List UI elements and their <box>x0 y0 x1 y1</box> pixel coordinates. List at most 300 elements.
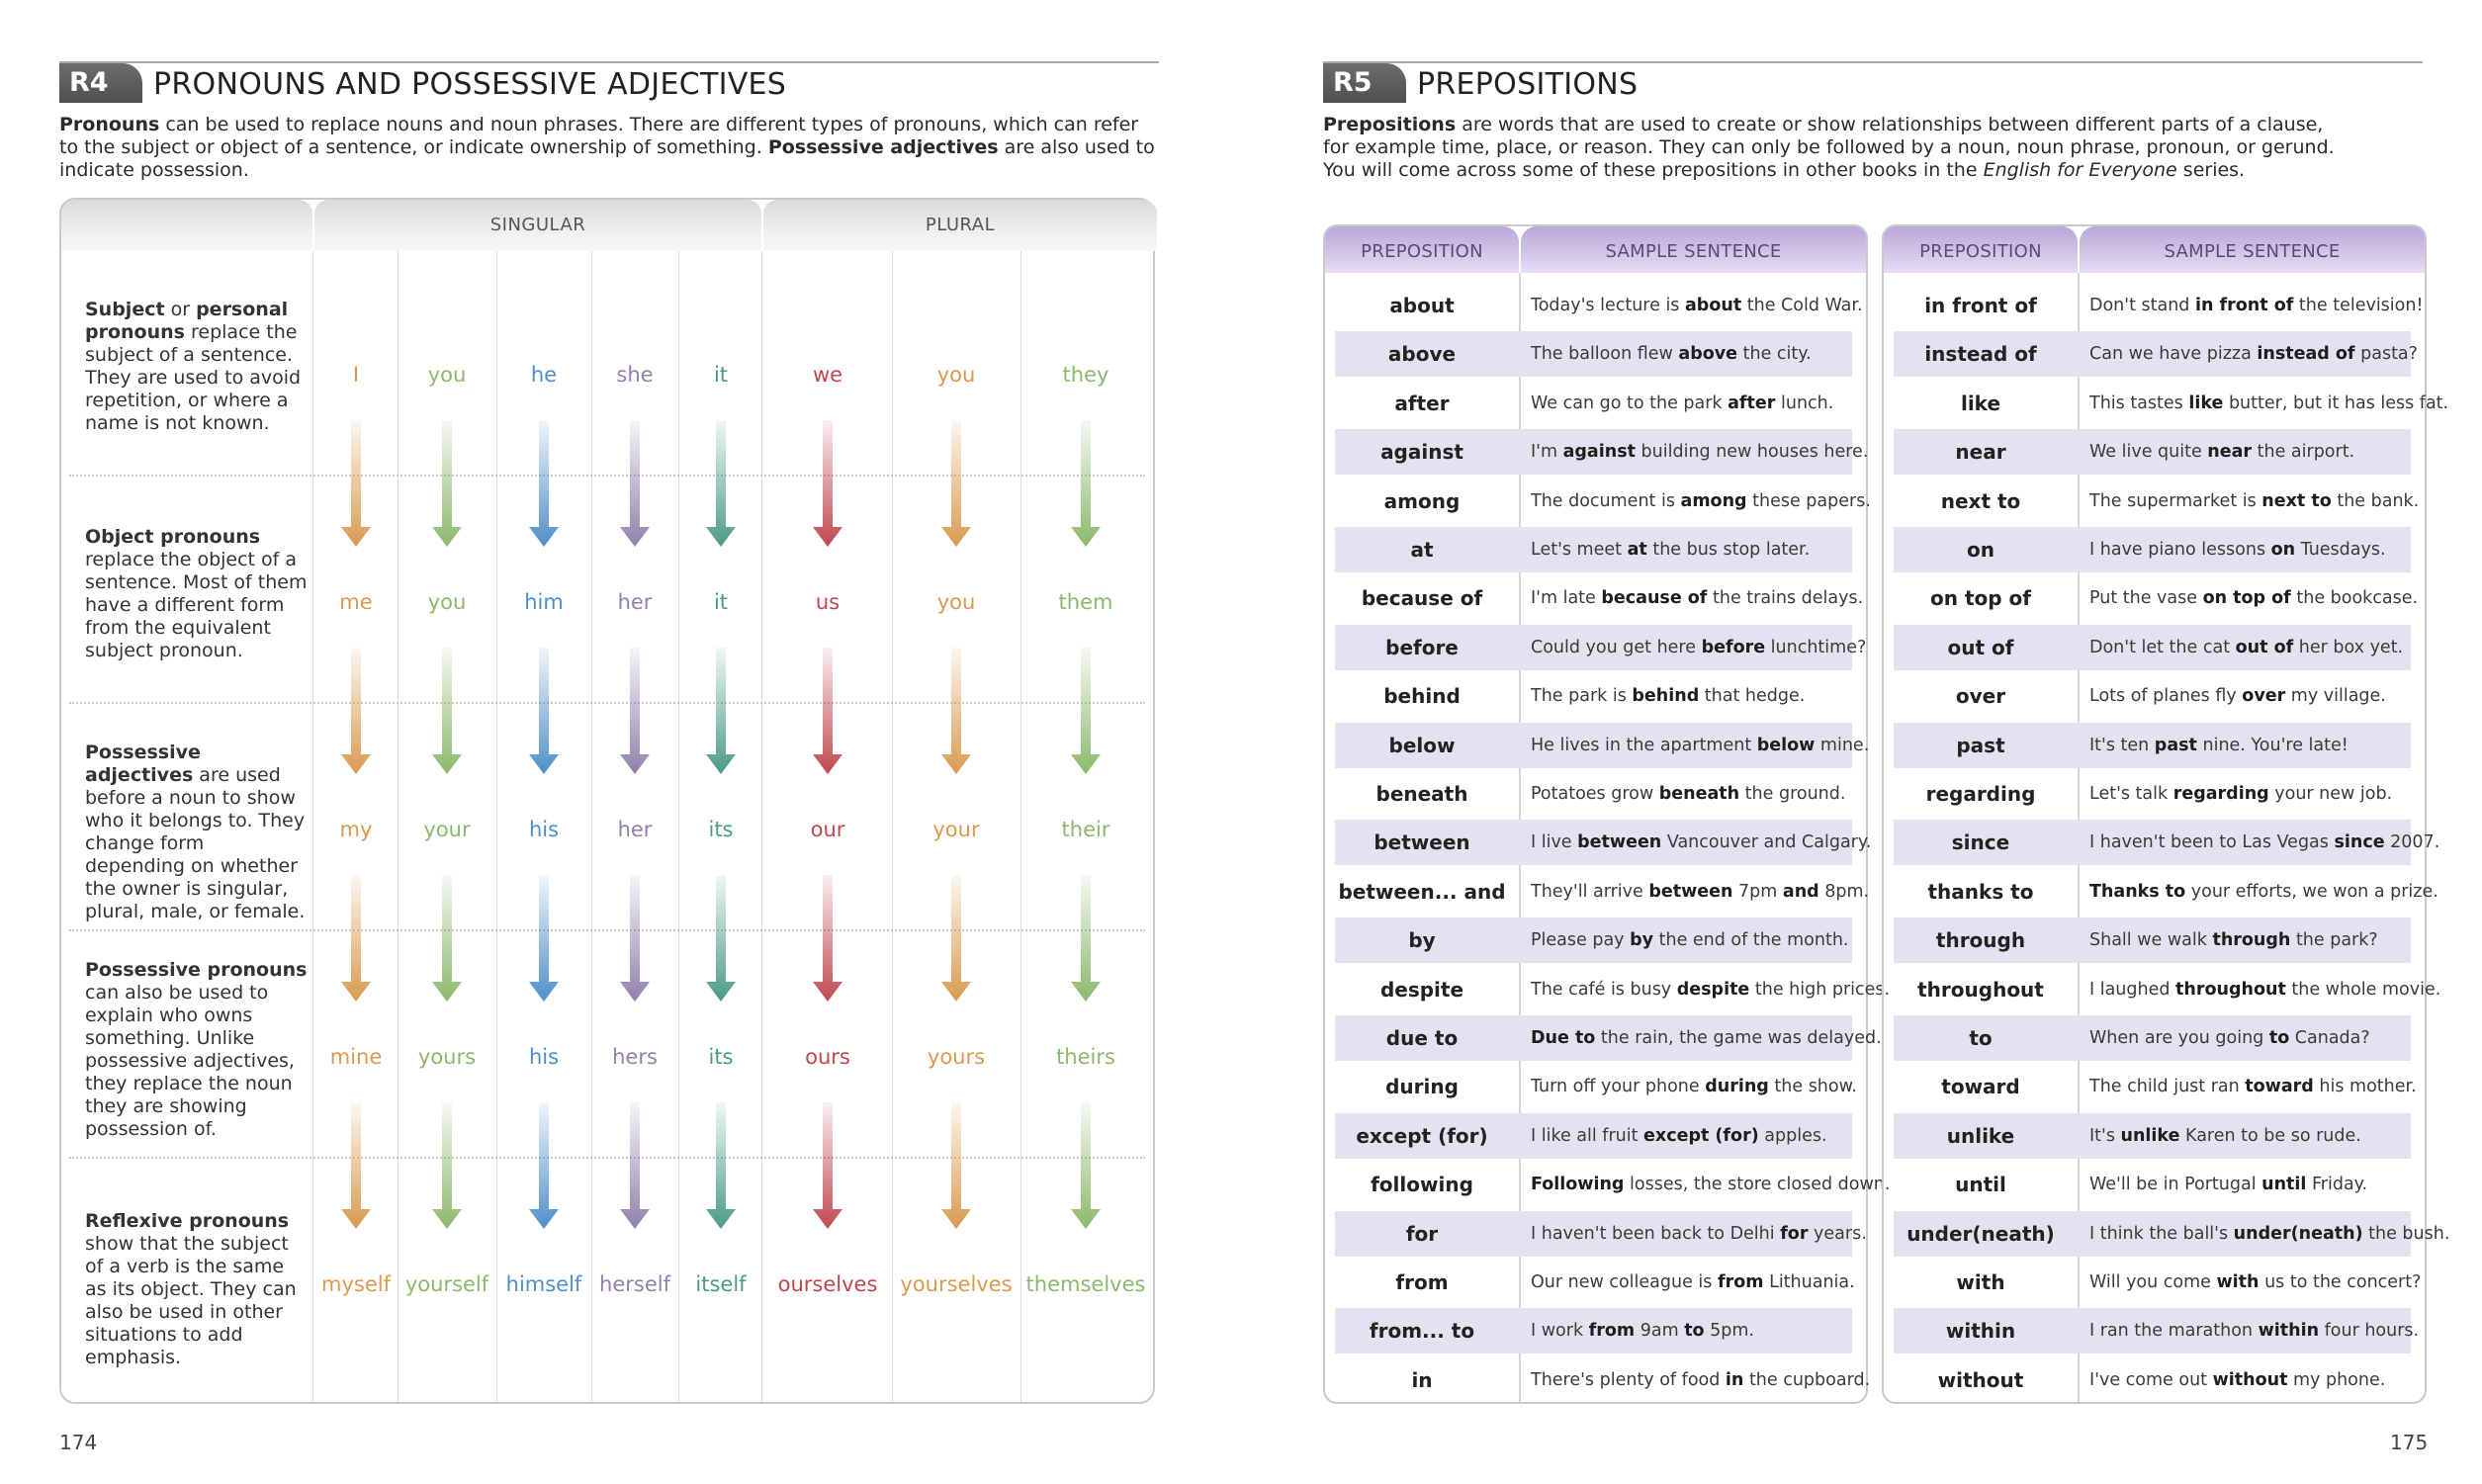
table-row <box>1894 967 2441 1012</box>
highlighted-preposition: under(neath) <box>2233 1223 2363 1244</box>
preposition-cell: toward <box>1941 1075 2020 1099</box>
bold-term: Possessive pronouns <box>85 959 308 981</box>
table-row <box>1894 381 2449 426</box>
sample-sentence-cell <box>1531 1015 1882 1061</box>
sentence-text: I've come out <box>2089 1369 2213 1390</box>
preposition-cell: instead of <box>1924 342 2037 367</box>
sentence-text: lunchtime? <box>1765 637 1867 657</box>
preposition-cell: at <box>1410 538 1434 562</box>
preposition-column-header: PREPOSITION <box>1325 226 1519 273</box>
table-row <box>1894 625 2411 670</box>
highlighted-preposition: except (for) <box>1643 1125 1759 1146</box>
table-row <box>1335 869 1870 915</box>
highlighted-preposition: since <box>2334 832 2385 853</box>
sentence-text: I haven't been to Las Vegas <box>2089 832 2335 853</box>
table-row <box>1894 917 2411 963</box>
page-number-right: 175 <box>2390 1431 2429 1454</box>
text-run: series. <box>2176 159 2246 181</box>
table-row <box>1335 331 1852 377</box>
pronoun-word: ourselves <box>777 1272 878 1296</box>
pronoun-word: yourself <box>404 1272 489 1296</box>
sentence-text: my phone. <box>2287 1369 2386 1390</box>
pronoun-word: hers <box>612 1045 658 1069</box>
highlighted-preposition: in front of <box>2194 296 2294 315</box>
pronoun-word: we <box>812 363 843 387</box>
sentence-text: your new job. <box>2268 784 2393 804</box>
sentence-text: your efforts, we won a prize. <box>2185 881 2438 902</box>
sentence-text: It's ten <box>2089 735 2155 755</box>
preposition-cell: between... and <box>1338 879 1506 904</box>
bold-term: Reflexive pronouns <box>85 1210 290 1232</box>
highlighted-preposition: without <box>2212 1369 2288 1390</box>
highlighted-preposition: with <box>2216 1272 2260 1292</box>
preposition-cell: with <box>1956 1270 2005 1294</box>
down-arrow-icon <box>939 1102 973 1231</box>
sentence-text: 2007. <box>2384 832 2440 853</box>
sentence-text: 5pm. <box>1704 1321 1754 1342</box>
highlighted-preposition: unlike <box>2120 1125 2180 1146</box>
sample-sentence-cell <box>2089 381 2448 426</box>
sentence-text: 9am <box>1635 1321 1685 1342</box>
highlighted-preposition: behind <box>1632 686 1700 707</box>
sentence-text: the bush. <box>2362 1223 2450 1244</box>
sentence-text: Lithuania. <box>1763 1272 1855 1292</box>
pronoun-word: you <box>936 363 976 387</box>
pronoun-word: theirs <box>1056 1045 1115 1069</box>
down-arrow-icon <box>811 1102 844 1231</box>
table-row <box>1894 1308 2420 1353</box>
table-row <box>1894 1211 2450 1257</box>
preposition-cell: since <box>1951 830 2010 855</box>
pronoun-table <box>59 198 1155 1404</box>
preposition-cell: past <box>1956 733 2005 757</box>
pronoun-word: he <box>530 363 558 387</box>
highlighted-preposition: next to <box>2261 490 2332 511</box>
down-arrow-icon <box>430 1102 464 1231</box>
highlighted-preposition: Due to <box>1531 1028 1596 1048</box>
highlighted-preposition: through <box>2212 930 2291 951</box>
sentence-text: Today's lecture is <box>1531 296 1685 315</box>
pronoun-word: you <box>936 590 976 614</box>
sentence-text: The child just ran <box>2089 1077 2246 1097</box>
table-row <box>1894 527 2411 572</box>
pronoun-word: my <box>339 818 373 841</box>
table-row <box>1894 1064 2417 1109</box>
preposition-cell: after <box>1394 391 1450 415</box>
sample-sentence-cell <box>2089 673 2386 719</box>
sample-sentence-cell <box>1531 479 1871 524</box>
preposition-cell: within <box>1945 1319 2016 1344</box>
section-header-r4 <box>59 61 1159 103</box>
sentence-text: the city. <box>1737 344 1812 365</box>
down-arrow-icon <box>939 875 973 1004</box>
sentence-text: Let's meet <box>1531 540 1628 560</box>
intro-paragraph <box>1323 114 2426 182</box>
preposition-cell: unlike <box>1946 1123 2015 1148</box>
table-row <box>1335 429 1869 475</box>
highlighted-preposition: to <box>1684 1321 1705 1342</box>
table-row <box>1335 575 1864 621</box>
pronoun-word: us <box>815 590 841 614</box>
highlighted-preposition: between <box>1648 881 1733 902</box>
sentence-text: 7pm <box>1732 881 1783 902</box>
sample-sentence-cell <box>2089 1015 2370 1061</box>
down-arrow-icon <box>430 648 464 776</box>
pronoun-word: she <box>616 363 654 387</box>
preposition-cell: beneath <box>1375 782 1468 806</box>
pronoun-word: himself <box>505 1272 582 1296</box>
sentence-text: Don't let the cat <box>2089 637 2236 657</box>
row-divider <box>69 929 1145 931</box>
preposition-cell: throughout <box>1917 977 2044 1002</box>
table-row <box>1335 381 1852 426</box>
sentence-text: The document is <box>1531 490 1681 511</box>
sentence-text: the Cold War. <box>1741 296 1863 315</box>
down-arrow-icon <box>618 875 652 1004</box>
preposition-cell: because of <box>1361 586 1483 611</box>
highlighted-preposition: until <box>2261 1175 2307 1195</box>
table-row <box>1335 283 1863 328</box>
pronoun-word: them <box>1058 590 1113 614</box>
bold-term: Object pronouns <box>85 526 261 548</box>
row-description <box>85 1210 308 1369</box>
highlighted-preposition: near <box>2207 442 2253 463</box>
pronoun-word: him <box>524 590 564 614</box>
preposition-cell: to <box>1969 1026 1993 1050</box>
sample-sentence-cell <box>2089 723 2349 768</box>
sample-sentence-cell <box>1531 673 1805 719</box>
pronoun-word: your <box>932 818 980 841</box>
sample-sentence-cell <box>2089 1357 2385 1403</box>
pronoun-word: themselves <box>1025 1272 1146 1296</box>
row-divider <box>69 1157 1145 1159</box>
sentence-text: I'm late <box>1531 588 1602 609</box>
sentence-text: Our new colleague is <box>1531 1272 1718 1292</box>
sentence-text: the bookcase. <box>2290 588 2419 609</box>
sample-sentence-cell <box>2089 771 2392 817</box>
preposition-cell: following <box>1371 1173 1473 1197</box>
pronoun-word: myself <box>321 1272 391 1296</box>
highlighted-preposition: Following <box>1531 1175 1625 1195</box>
table-row <box>1335 1064 1857 1109</box>
table-row <box>1335 1260 1855 1305</box>
table-row <box>1894 429 2411 475</box>
sample-sentence-cell <box>2089 625 2403 670</box>
highlighted-preposition: above <box>1678 344 1738 365</box>
sample-sentence-cell <box>2089 820 2439 865</box>
preposition-cell: out of <box>1947 635 2014 659</box>
preposition-cell: between <box>1374 830 1470 855</box>
sample-sentence-cell <box>1531 1113 1827 1159</box>
sentence-text: Put the vase <box>2089 588 2203 609</box>
section-title: PREPOSITIONS <box>1417 67 1639 102</box>
sentence-text: The balloon flew <box>1531 344 1679 365</box>
table-row <box>1894 283 2424 328</box>
section-title: PRONOUNS AND POSSESSIVE ADJECTIVES <box>153 67 787 102</box>
text-run: are also used to indicate possession. <box>59 136 1155 181</box>
down-arrow-icon <box>704 648 738 776</box>
sentence-text: I have piano lessons <box>2089 540 2271 560</box>
sentence-text: years. <box>1808 1223 1867 1244</box>
sentence-text: the whole movie. <box>2285 979 2441 1000</box>
table-row <box>1335 1357 1871 1403</box>
sentence-text: Please pay <box>1531 930 1631 951</box>
highlighted-preposition: on <box>2270 540 2296 560</box>
preposition-cell: from <box>1395 1270 1449 1294</box>
sample-sentence-cell <box>2089 283 2423 328</box>
sentence-text: building new houses here. <box>1635 442 1869 463</box>
sentence-text: I'm <box>1531 442 1563 463</box>
row-description <box>85 299 308 435</box>
down-arrow-icon <box>339 1102 373 1231</box>
sample-sentence-cell <box>2089 575 2418 621</box>
sample-sentence-cell <box>1531 723 1869 768</box>
preposition-cell: against <box>1380 440 1463 465</box>
sentence-text: my village. <box>2285 686 2386 707</box>
text-run: replace the subject of a sentence. They are used to avoid repetition, or where a name is not known. <box>85 321 302 434</box>
table-row <box>1894 771 2411 817</box>
text-run: can also be used to explain who owns something. Unlike possessive adjectives, they replace the noun they are showing possession of. <box>85 982 295 1140</box>
sample-sentence-cell <box>2089 917 2378 963</box>
sample-sentence-column-header: SAMPLE SENTENCE <box>1521 226 1866 273</box>
sentence-text: We live quite <box>2089 442 2208 463</box>
highlighted-preposition: out of <box>2235 637 2294 657</box>
highlighted-preposition: among <box>1680 490 1747 511</box>
sentence-text: The park is <box>1531 686 1633 707</box>
sentence-text: mine. <box>1815 735 1870 755</box>
preposition-column-header: PREPOSITION <box>1884 226 2078 273</box>
text-run: are words that are used to create or show relationships between different parts of a clause, <box>1456 114 2324 135</box>
sentence-text: I haven't been back to Delhi <box>1531 1223 1781 1244</box>
sample-sentence-cell <box>1531 429 1868 475</box>
bold-term: Prepositions <box>1323 114 1457 135</box>
sample-sentence-cell <box>1531 331 1812 377</box>
preposition-cell: like <box>1960 391 2001 415</box>
sentence-text: This tastes <box>2089 393 2189 413</box>
pronoun-word: me <box>339 590 373 614</box>
sentence-text: Shall we walk <box>2089 930 2213 951</box>
down-arrow-icon <box>704 420 738 549</box>
sample-sentence-cell <box>1531 869 1869 915</box>
table-row <box>1894 1015 2411 1061</box>
pronoun-word: her <box>617 590 653 614</box>
sentence-text: her box yet. <box>2293 637 2404 657</box>
pronoun-word: you <box>427 590 467 614</box>
header-rule <box>1323 61 2423 63</box>
sentence-text: Can we have pizza <box>2089 344 2258 365</box>
down-arrow-icon <box>811 420 844 549</box>
table-row <box>1894 575 2419 621</box>
text-run: or <box>164 299 197 320</box>
pronoun-word: ours <box>805 1045 850 1069</box>
sentence-text: He lives in the apartment <box>1531 735 1757 755</box>
row-description <box>85 742 308 923</box>
sentence-text: pasta? <box>2354 344 2418 365</box>
table-row <box>1335 1162 1891 1207</box>
bold-term: personal pronouns <box>85 299 289 343</box>
sentence-text: the airport. <box>2252 442 2355 463</box>
preposition-cell: during <box>1385 1075 1459 1099</box>
down-arrow-icon <box>339 875 373 1004</box>
highlighted-preposition: past <box>2154 735 2197 755</box>
preposition-cell: from... to <box>1369 1319 1475 1344</box>
sample-sentence-cell <box>1531 1260 1855 1305</box>
table-row <box>1335 820 1872 865</box>
sentence-text: the high prices. <box>1749 979 1891 1000</box>
sample-sentence-cell <box>2089 869 2438 915</box>
pronoun-word: I <box>352 363 360 387</box>
table-row <box>1894 1357 2411 1403</box>
sample-sentence-cell <box>2089 331 2418 377</box>
italic-title: English for Everyone <box>1983 159 2177 181</box>
section-badge: R4 <box>59 63 142 103</box>
sample-sentence-cell <box>1531 1162 1890 1207</box>
sentence-text: Could you get here <box>1531 637 1702 657</box>
text-run: for example time, place, or reason. They can only be followed by a noun, noun phrase, pronoun, or gerund. <box>1323 136 2335 158</box>
text-run: replace the object of a sentence. Most of them have a different form from the equivalent subject pronoun. <box>85 549 308 661</box>
table-row <box>1335 1113 1852 1159</box>
preposition-cell: by <box>1408 928 1436 953</box>
highlighted-preposition: beneath <box>1658 784 1740 804</box>
sentence-text: the rain, the game was delayed. <box>1595 1028 1882 1048</box>
preposition-cell: due to <box>1385 1026 1459 1050</box>
sample-sentence-cell <box>2089 429 2354 475</box>
highlighted-preposition: during <box>1705 1077 1769 1097</box>
table-row <box>1894 1260 2422 1305</box>
sentence-text: Let's talk <box>2089 784 2173 804</box>
sentence-text: When are you going <box>2089 1028 2269 1048</box>
highlighted-preposition: between <box>1577 832 1662 853</box>
sample-sentence-cell <box>1531 917 1849 963</box>
section-badge: R5 <box>1323 63 1406 103</box>
sentence-text: Tuesdays. <box>2295 540 2386 560</box>
row-divider <box>69 702 1145 704</box>
row-label-header <box>61 200 312 251</box>
text-run: show that the subject of a verb is the same as its object. They can also be used in other situations to add emphasis. <box>85 1233 297 1368</box>
highlighted-preposition: within <box>2258 1321 2320 1342</box>
sentence-text: apples. <box>1758 1125 1827 1146</box>
table-row <box>1335 967 1891 1012</box>
preposition-cell: despite <box>1379 977 1464 1002</box>
preposition-cell: behind <box>1383 684 1461 709</box>
table-row <box>1894 331 2418 377</box>
table-row <box>1894 479 2420 524</box>
table-row <box>1335 917 1852 963</box>
sample-sentence-column-header: SAMPLE SENTENCE <box>2080 226 2425 273</box>
sentence-text: The supermarket is <box>2089 490 2262 511</box>
sentence-text: I work <box>1531 1321 1589 1342</box>
highlighted-preposition: after <box>1728 393 1776 413</box>
sample-sentence-cell <box>2089 479 2419 524</box>
sentence-text: the cupboard. <box>1743 1369 1871 1390</box>
pronoun-word: mine <box>329 1045 383 1069</box>
down-arrow-icon <box>430 875 464 1004</box>
sentence-text: us to the concert? <box>2259 1272 2422 1292</box>
pronoun-word: itself <box>695 1272 747 1296</box>
preposition-cell: near <box>1955 440 2006 465</box>
pronoun-word: herself <box>599 1272 670 1296</box>
bold-term: Possessive adjectives <box>85 742 201 786</box>
pronoun-word: yours <box>927 1045 986 1069</box>
sample-sentence-cell <box>1531 1064 1857 1109</box>
intro-paragraph <box>59 114 1162 182</box>
pronoun-word: her <box>617 818 653 841</box>
sample-sentence-cell <box>1531 820 1871 865</box>
sentence-text: The café is busy <box>1531 979 1677 1000</box>
table-row <box>1335 673 1852 719</box>
highlighted-preposition: about <box>1685 296 1742 315</box>
pronoun-word: you <box>427 363 467 387</box>
table-row <box>1335 479 1871 524</box>
sentence-text: We can go to the park <box>1531 393 1729 413</box>
table-row <box>1894 723 2411 768</box>
down-arrow-icon <box>1069 420 1103 549</box>
table-row <box>1894 1113 2411 1159</box>
preposition-cell: under(neath) <box>1906 1221 2055 1246</box>
down-arrow-icon <box>1069 1102 1103 1231</box>
highlighted-preposition: and <box>1782 881 1819 902</box>
sentence-text: I think the ball's <box>2089 1223 2234 1244</box>
down-arrow-icon <box>1069 875 1103 1004</box>
highlighted-preposition: instead of <box>2257 344 2355 365</box>
sentence-text: the television! <box>2293 296 2424 315</box>
sentence-text: that hedge. <box>1699 686 1806 707</box>
sample-sentence-cell <box>1531 381 1833 426</box>
preposition-cell: except (for) <box>1356 1123 1488 1148</box>
sample-sentence-cell <box>1531 283 1863 328</box>
highlighted-preposition: at <box>1627 540 1647 560</box>
sample-sentence-cell <box>1531 527 1810 572</box>
preposition-cell: regarding <box>1925 782 2036 806</box>
down-arrow-icon <box>1069 648 1103 776</box>
sample-sentence-cell <box>2089 1211 2449 1257</box>
table-row <box>1335 771 1852 817</box>
highlighted-preposition: by <box>1630 930 1654 951</box>
highlighted-preposition: in <box>1725 1369 1744 1390</box>
sentence-text: They'll arrive <box>1531 881 1649 902</box>
sentence-text: 8pm. <box>1818 881 1870 902</box>
preposition-cell: through <box>1935 928 2026 953</box>
sentence-text: Potatoes grow <box>1531 784 1659 804</box>
singular-header: SINGULAR <box>314 200 761 251</box>
preposition-cell: over <box>1955 684 2006 709</box>
sample-sentence-cell <box>2089 1113 2361 1159</box>
preposition-table-left <box>1323 224 1891 1404</box>
down-arrow-icon <box>811 648 844 776</box>
pronoun-word: their <box>1061 818 1110 841</box>
sentence-text: I laughed <box>2089 979 2176 1000</box>
sentence-text: butter, but it has less fat. <box>2223 393 2449 413</box>
bold-term: Possessive adjectives <box>767 136 999 158</box>
highlighted-preposition: Thanks to <box>2089 881 2186 902</box>
sample-sentence-cell <box>1531 967 1890 1012</box>
pronoun-word: its <box>708 818 734 841</box>
down-arrow-icon <box>527 420 561 549</box>
bold-term: Subject <box>85 299 165 320</box>
sentence-text: I ran the marathon <box>2089 1321 2259 1342</box>
row-description <box>85 526 308 662</box>
sentence-text: Lots of planes fly <box>2089 686 2243 707</box>
down-arrow-icon <box>704 1102 738 1231</box>
preposition-cell: above <box>1387 342 1457 367</box>
table-row <box>1894 673 2411 719</box>
bold-term: Pronouns <box>59 114 160 135</box>
sentence-text: lunch. <box>1775 393 1834 413</box>
sample-sentence-cell <box>2089 527 2386 572</box>
text-run: You will come across some of these prepositions in other books in the <box>1323 159 1984 181</box>
sentence-text: Don't stand <box>2089 296 2195 315</box>
row-divider <box>69 475 1145 477</box>
